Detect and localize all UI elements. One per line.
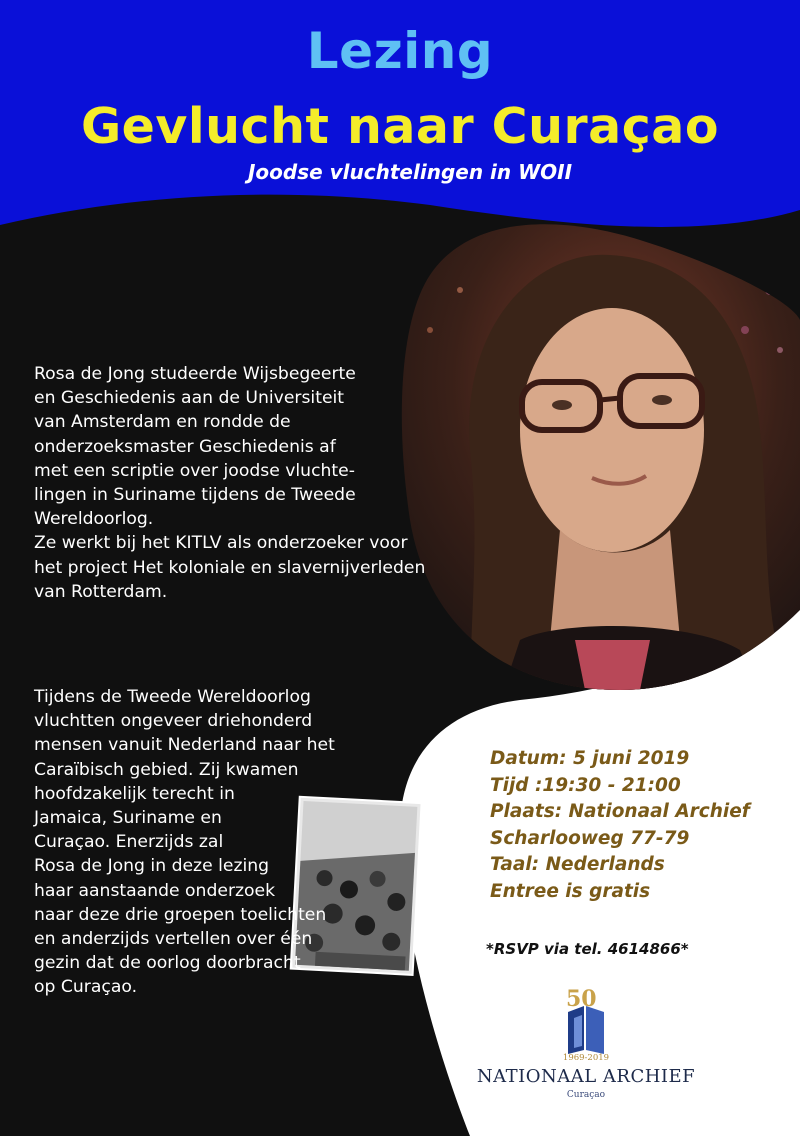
description-line: mensen vanuit Nederland naar het — [34, 735, 335, 756]
event-address: Scharlooweg 77-79 — [490, 827, 690, 849]
description-line: naar deze drie groepen toelichten — [34, 904, 327, 925]
description-line: en anderzijds vertellen over één — [34, 929, 313, 950]
description-line: Rosa de Jong in deze lezing — [34, 856, 270, 877]
logo-anniversary-number: 50 — [566, 986, 597, 1012]
bio-line: Wereldoorlog. — [34, 509, 154, 530]
description-line: Jamaica, Suriname en — [34, 808, 222, 829]
bio-line: van Rotterdam. — [34, 581, 168, 602]
speaker-bio — [34, 362, 464, 604]
description-line: haar aanstaande onderzoek — [34, 880, 276, 901]
event-time: Tijd :19:30 - 21:00 — [490, 774, 681, 796]
description-line: gezin dat de oorlog doorbracht — [34, 953, 301, 974]
title-lezing: Lezing — [306, 22, 494, 80]
logo-location: Curaçao — [566, 1090, 606, 1100]
lecture-description — [34, 685, 374, 1000]
description-line: op Curaçao. — [34, 977, 138, 998]
bio-line: Ze werkt bij het KITLV als onderzoeker voor — [34, 533, 408, 554]
subtitle: Joodse vluchtelingen in WOII — [247, 160, 573, 184]
description-line: Tijdens de Tweede Wereldoorlog — [34, 687, 311, 707]
event-date: Datum: 5 juni 2019 — [490, 748, 690, 769]
event-language: Taal: Nederlands — [490, 854, 665, 876]
description-line: Caraïbisch gebied. Zij kwamen — [34, 759, 299, 780]
bio-line: met een scriptie over joodse vluchte- — [34, 460, 355, 481]
description-line: Curaçao. Enerzijds zal — [34, 832, 224, 853]
bio-line: Rosa de Jong studeerde Wijsbegeerte — [34, 364, 356, 384]
event-entry: Entree is gratis — [490, 880, 651, 902]
event-details — [490, 746, 790, 906]
bio-line: lingen in Suriname tijdens de Tweede — [34, 485, 356, 506]
title-main: Gevlucht naar Curaçao — [80, 98, 720, 155]
description-line: hoofdzakelijk terecht in — [34, 783, 235, 804]
bio-line: van Amsterdam en rondde de — [34, 412, 291, 433]
bio-line: en Geschiedenis aan de Universiteit — [34, 388, 345, 409]
event-place: Plaats: Nationaal Archief — [490, 801, 750, 823]
bio-line: het project Het koloniale en slavernijverleden — [34, 557, 426, 578]
rsvp-note: *RSVP via tel. 4614866* — [486, 940, 689, 958]
logo-name: NATIONAAL ARCHIEF — [476, 1066, 696, 1087]
logo-years: 1969-2019 — [562, 1053, 610, 1063]
description-line: vluchtten ongeveer driehonderd — [34, 711, 313, 732]
bio-line: onderzoeksmaster Geschiedenis af — [34, 436, 336, 457]
